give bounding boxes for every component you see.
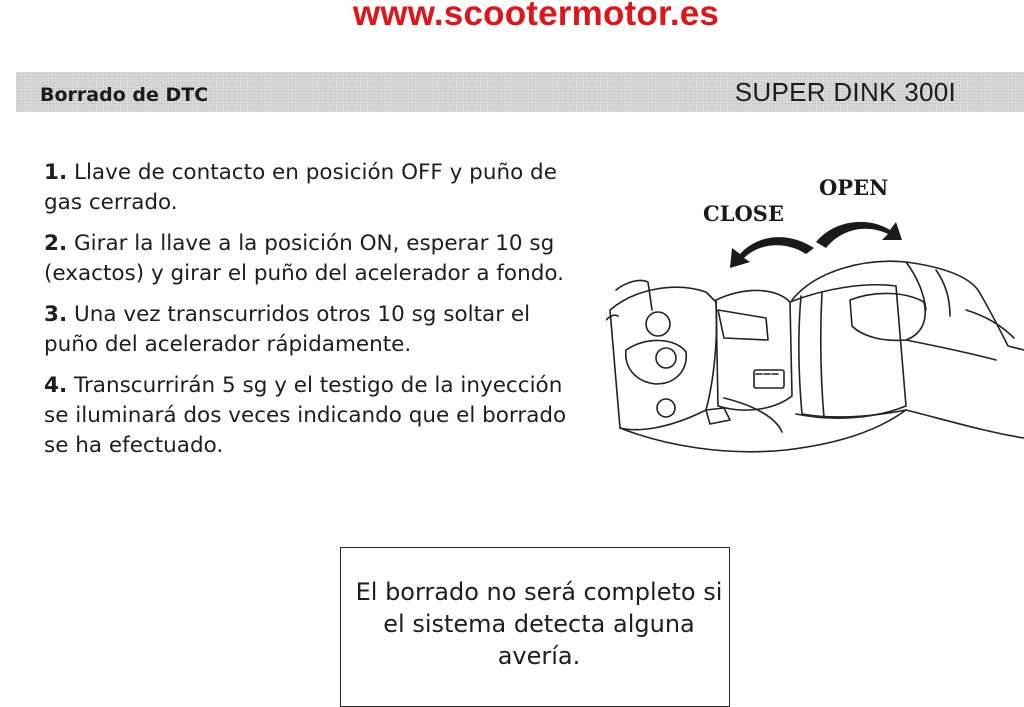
step-text: Transcurrirán 5 sg y el testigo de la inyección se iluminará dos veces indicando que el borrado se ha efectuado. xyxy=(44,373,567,458)
site-url: www.scootermotor.es xyxy=(352,0,720,33)
open-label: OPEN xyxy=(819,175,889,200)
throttle-drawing xyxy=(606,170,1024,470)
step-text: Llave de contacto en posición OFF y puño de gas cerrado. xyxy=(44,160,557,215)
step-text: Girar la llave a la posición ON, esperar 10 sg (exactos) y girar el puño del acelerador a fondo. xyxy=(44,231,564,286)
section-title: Borrado de DTC xyxy=(40,84,209,106)
step-number: 2. xyxy=(44,231,68,256)
step-1 xyxy=(44,158,574,218)
open-arrow-icon xyxy=(816,222,902,248)
note-text: El borrado no será completo si el sistema detecta alguna avería. xyxy=(355,578,723,670)
model-name: SUPER DINK 300I xyxy=(734,77,956,107)
step-text: Una vez transcurridos otros 10 sg soltar el puño del acelerador rápidamente. xyxy=(44,302,531,357)
close-label: CLOSE xyxy=(703,201,784,226)
throttle-illustration xyxy=(606,170,1024,470)
step-number: 4. xyxy=(44,373,68,398)
close-arrow-icon xyxy=(730,237,814,268)
step-number: 1. xyxy=(44,160,68,185)
section-header xyxy=(16,72,1024,112)
step-3 xyxy=(44,300,574,360)
step-number: 3. xyxy=(44,302,68,327)
step-2 xyxy=(44,229,574,289)
note-box xyxy=(340,547,730,707)
step-4 xyxy=(44,371,574,461)
steps-list xyxy=(44,158,574,472)
